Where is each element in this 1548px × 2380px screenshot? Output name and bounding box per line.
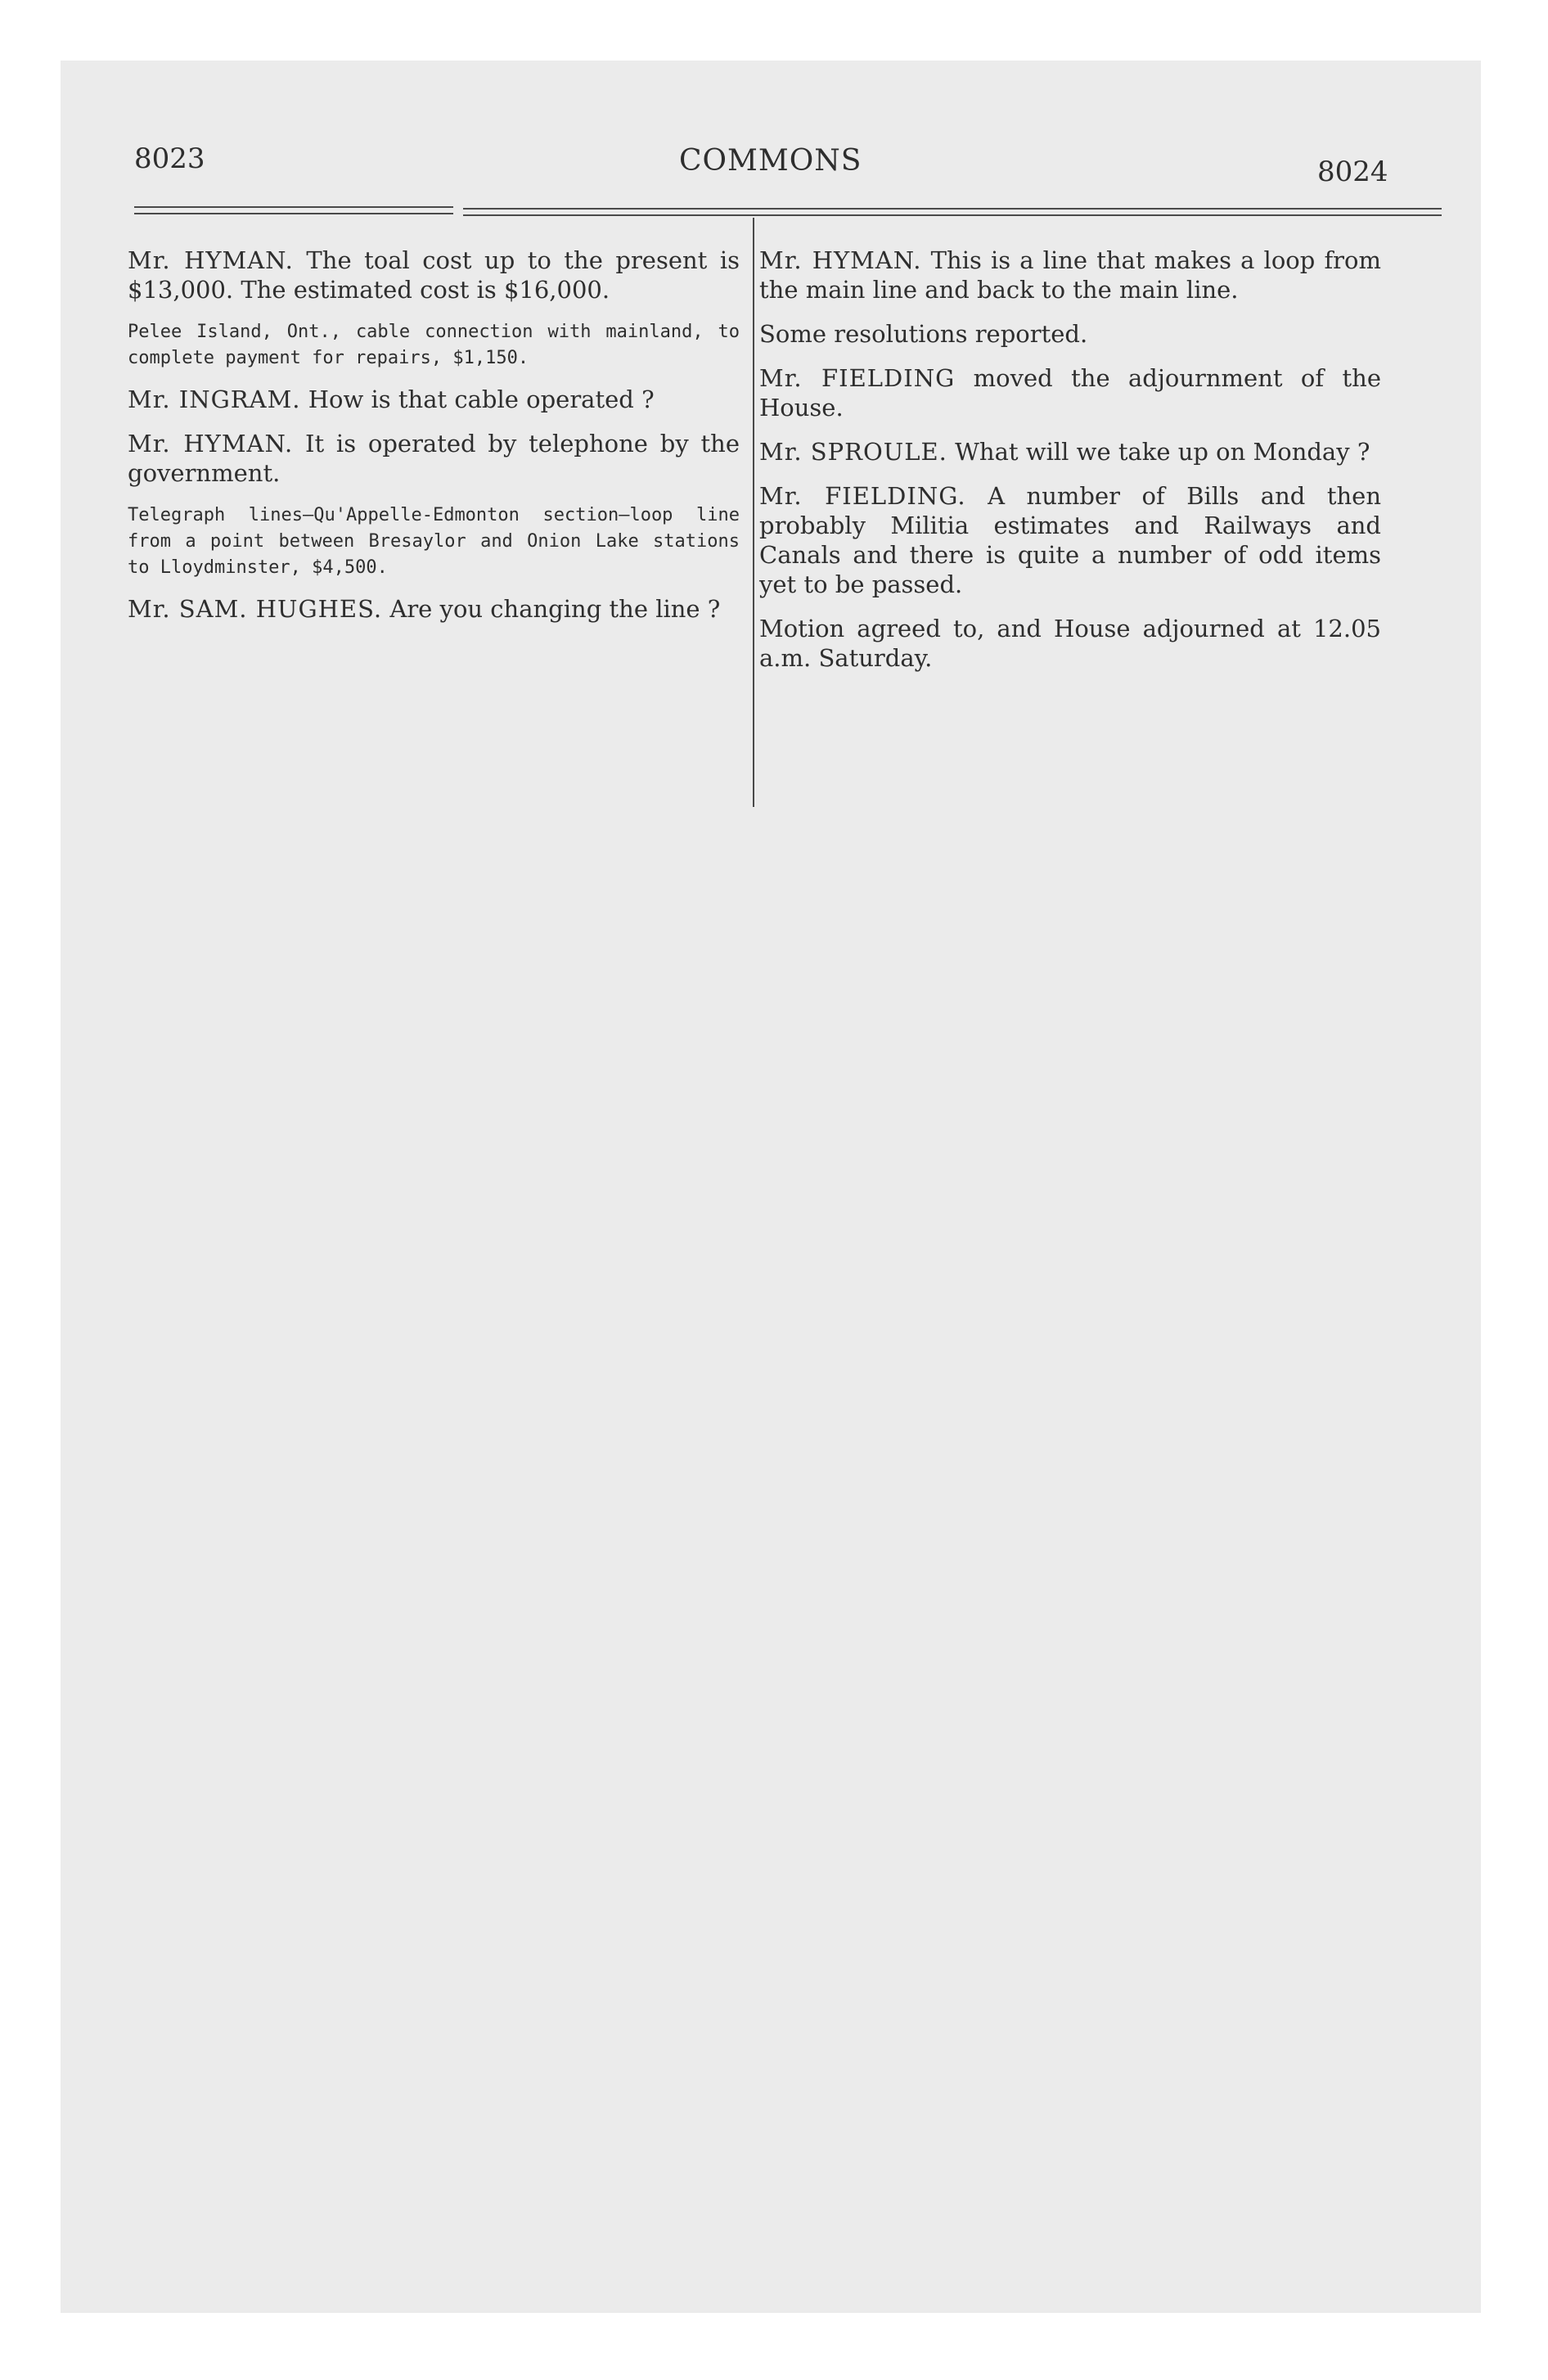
speech-text: Motion agreed to, and House adjourned at 12.05 a.m. Saturday. <box>759 615 1381 672</box>
speech-paragraph <box>759 246 1381 304</box>
speech-text: Are you changing the line ? <box>389 595 721 623</box>
speech-text: Some resolutions reported. <box>759 320 1088 348</box>
right-column <box>759 246 1381 687</box>
header-rule <box>134 213 453 214</box>
column-divider <box>753 218 754 807</box>
running-head-title: COMMONS <box>679 144 862 178</box>
speech-paragraph <box>759 481 1381 599</box>
speech-paragraph <box>759 363 1381 422</box>
speech-paragraph <box>759 437 1381 467</box>
speaker-name: Mr. HYMAN. <box>128 246 294 274</box>
speech-text: moved the adjournment of the House. <box>759 364 1382 421</box>
procedural-note <box>759 319 1381 349</box>
speaker-name: Mr. HYMAN. <box>128 430 294 458</box>
speaker-name: Mr. FIELDING <box>759 364 956 392</box>
speech-text: What will we take up on Monday ? <box>955 438 1370 466</box>
speech-text: How is that cable operated ? <box>308 385 655 413</box>
header-rule <box>463 208 1442 210</box>
speaker-name: Mr. SPROULE. <box>759 438 947 466</box>
page-number-left: 8023 <box>134 142 205 175</box>
speech-text: A number of Bills and then probably Militia estimates and Railways and Canals and there is quite a number of odd items yet to be passed. <box>759 482 1382 598</box>
speech-text: The toal cost up to the present is $13,000. The estimated cost is $16,000. <box>128 246 740 304</box>
speaker-name: Mr. INGRAM. <box>128 385 301 413</box>
speaker-name: Mr. FIELDING. <box>759 482 966 510</box>
speech-paragraph <box>128 385 740 414</box>
page-number-right: 8024 <box>1317 156 1388 188</box>
left-column <box>128 246 740 638</box>
speech-text: This is a line that makes a loop from the main line and back to the main line. <box>759 246 1382 304</box>
header-rule <box>134 206 453 208</box>
speech-paragraph <box>128 429 740 488</box>
estimate-item: Pelee Island, Ont., cable connection with mainland, to complete payment for repairs, $1,150. <box>128 322 740 368</box>
procedural-note <box>759 614 1381 673</box>
speech-paragraph <box>128 246 740 304</box>
speaker-name: Mr. HYMAN. <box>759 246 922 274</box>
speech-paragraph <box>128 594 740 624</box>
estimate-item: Telegraph lines—Qu'Appelle-Edmonton section—loop line from a point between Bresaylor and Onion Lake stations to Lloydminster, $4,500. <box>128 505 740 578</box>
speech-text: It is operated by telephone by the government. <box>128 430 740 487</box>
speaker-name: Mr. SAM. HUGHES. <box>128 595 383 623</box>
header-rule <box>463 214 1442 216</box>
